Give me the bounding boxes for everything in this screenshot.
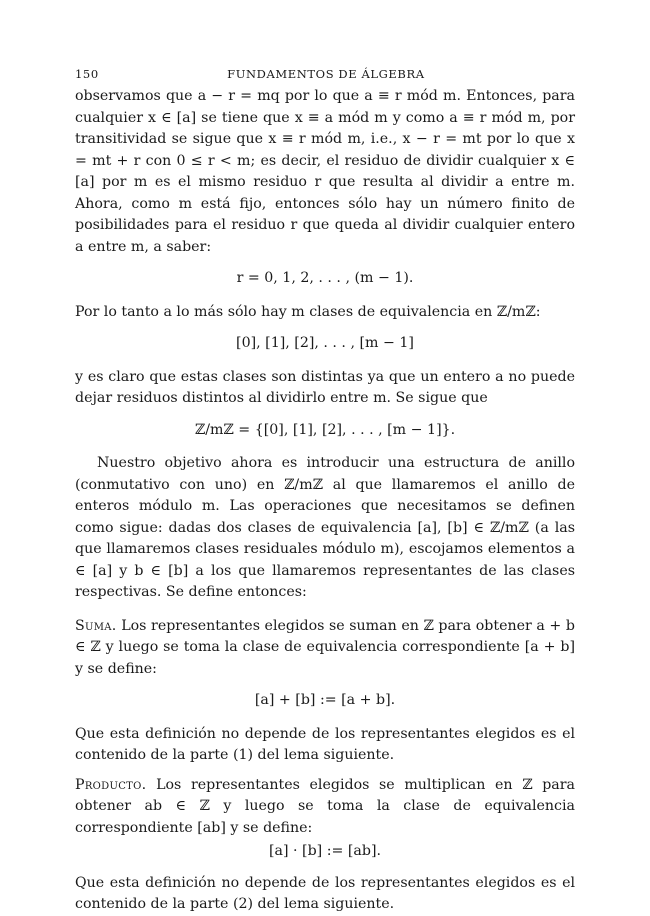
suma-text: Los representantes elegidos se suman en ℤ para obtener a + b ∈ ℤ y luego se toma la clase de equivalencia correspondiente [a + b] y se define:	[75, 617, 575, 677]
running-title: FUNDAMENTOS DE ÁLGEBRA	[227, 67, 425, 81]
running-header	[75, 64, 575, 86]
equation-product-definition: [a] · [b] := [ab].	[268, 843, 382, 859]
paragraph-ring-structure: Nuestro objetivo ahora es introducir una estructura de anillo (conmutativo con uno) en ℤ/mℤ al que llamaremos el anillo de enteros módulo m. Las operaciones que necesitamos se definen como sigue: dadas dos clases de equivalencia [a], [b] ∈ ℤ/mℤ (a las que llamaremos clases residuales módulo m), escojamos elementos a ∈ [a] y b ∈ [b] a los que llamaremos representantes de las clases respectivas. Se define entonces:	[75, 455, 575, 600]
producto-label: Producto.	[75, 776, 147, 793]
paragraph-suma	[75, 616, 575, 681]
equation-quotient-set: ℤ/mℤ = {[0], [1], [2], . . . , [m − 1]}.	[194, 421, 456, 438]
equation-residues: r = 0, 1, 2, . . . , (m − 1).	[236, 270, 414, 286]
suma-label: Suma.	[75, 617, 117, 634]
producto-text: Los representantes elegidos se multiplican en ℤ para obtener ab ∈ ℤ y luego se toma la clase de equivalencia correspondiente [ab] y se define:	[75, 776, 575, 836]
paragraph-residue-argument: observamos que a − r = mq por lo que a ≡ r mód m. Entonces, para cualquier x ∈ [a] se tiene que x ≡ a mód m y como a ≡ r mód m, por transitividad se sigue que x ≡ r mód m, i.e., x − r = mt por lo que x = mt + r con 0 ≤ r < m; es decir, el residuo de dividir cualquier x ∈ [a] por m es el mismo residuo r que resulta al dividir a entre m. Ahora, como m está fijo, entonces sólo hay un número finito de posibilidades para el residuo r que queda al dividir cualquier entero a entre m, a saber:	[75, 88, 575, 255]
paragraph-distinct-classes: y es claro que estas clases son distintas ya que un entero a no puede dejar residuos distintos al dividirlo entre m. Se sigue que	[75, 368, 575, 406]
equation-class-list: [0], [1], [2], . . . , [m − 1]	[236, 335, 414, 351]
paragraph-sum-welldefined: Que esta definición no depende de los representantes elegidos es el contenido de la parte (1) del lema siguiente.	[75, 725, 575, 763]
equation-sum-definition: [a] + [b] := [a + b].	[254, 692, 396, 708]
paragraph-class-count: Por lo tanto a lo más sólo hay m clases de equivalencia en ℤ/mℤ:	[75, 303, 541, 320]
document-page	[75, 64, 575, 916]
paragraph-product-welldefined: Que esta definición no depende de los representantes elegidos es el contenido de la parte (2) del lema siguiente.	[75, 874, 575, 912]
page-number: 150	[75, 67, 99, 81]
paragraph-producto	[75, 775, 575, 840]
